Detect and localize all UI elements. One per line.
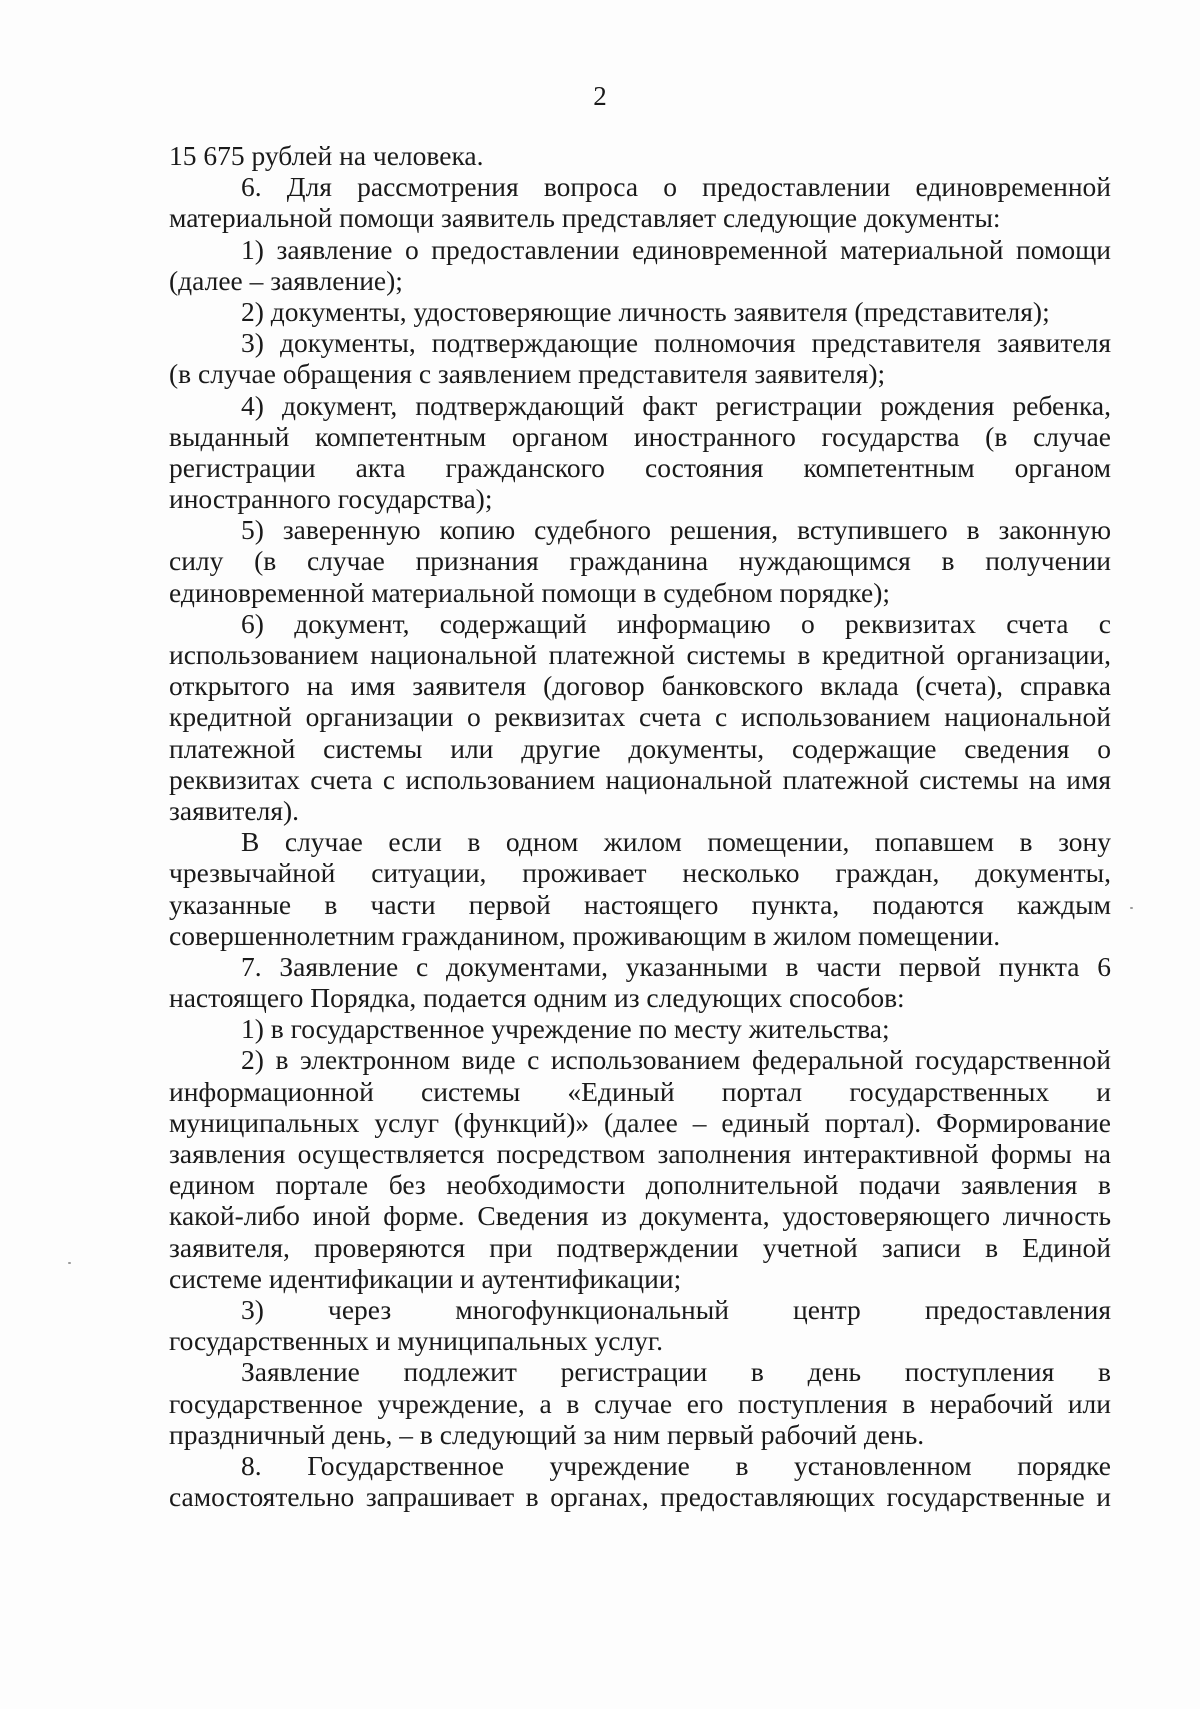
text-line: какой-либо иной форме. Сведения из документа, удостоверяющего личность (169, 1200, 1111, 1232)
text-line: 8. Государственное учреждение в установленном порядке (241, 1449, 1111, 1481)
text-line: платежной системы или другие документы, содержащие сведения о (169, 732, 1111, 764)
text-line: использованием национальной платежной системы в кредитной организации, (169, 639, 1111, 670)
text-line: 3) через многофункциональный центр предоставления (241, 1293, 1111, 1325)
text-line: 1) в государственное учреждение по месту жительства; (241, 1013, 890, 1045)
text-line: 6) документ, содержащий информацию о реквизитах счета с (241, 607, 1111, 639)
text-line: 3) документы, подтверждающие полномочия представителя заявителя (241, 327, 1111, 359)
text-line: системе идентификации и аутентификации; (169, 1262, 682, 1294)
text-line: регистрации акта гражданского состояния компетентным органом (169, 451, 1111, 483)
text-line: 15 675 рублей на человека. (169, 140, 484, 171)
text-line: праздничный день, – в следующий за ним первый рабочий день. (169, 1418, 925, 1450)
document-body (169, 140, 1111, 1512)
text-line: 6. Для рассмотрения вопроса о предоставлении единовременной (241, 171, 1111, 203)
text-line: кредитной организации о реквизитах счета с использованием национальной (169, 701, 1111, 733)
text-line: государственных и муниципальных услуг. (169, 1325, 663, 1357)
text-line: информационной системы «Единый портал государственных и (169, 1075, 1111, 1107)
text-line: 2) в электронном виде с использованием федеральной государственной (241, 1044, 1111, 1076)
scan-speck (68, 1262, 71, 1264)
text-line: Заявление подлежит регистрации в день поступления в (241, 1356, 1111, 1388)
text-line: открытого на имя заявителя (договор банковского вклада (счета), справка (169, 670, 1111, 702)
scan-speck (1130, 907, 1133, 909)
text-line: совершеннолетним гражданином, проживающим в жилом помещении. (169, 919, 1001, 951)
text-line: 7. Заявление с документами, указанными в части первой пункта 6 (241, 950, 1111, 982)
text-line: (далее – заявление); (169, 264, 403, 296)
page-number: 2 (593, 81, 607, 111)
text-line: 1) заявление о предоставлении единовременной материальной помощи (241, 233, 1111, 265)
text-line: самостоятельно запрашивает в органах, предоставляющих государственные и (169, 1481, 1111, 1513)
text-line: реквизитах счета с использованием национальной платежной системы на имя (169, 763, 1111, 795)
text-line: 4) документ, подтверждающий факт регистрации рождения ребенка, (241, 389, 1111, 421)
text-line: заявителя). (169, 794, 300, 826)
text-line: заявления осуществляется посредством заполнения интерактивной формы на (169, 1138, 1111, 1169)
text-line: единовременной материальной помощи в судебном порядке); (169, 576, 891, 608)
text-line: настоящего Порядка, подается одним из следующих способов: (169, 982, 905, 1014)
text-line: едином портале без необходимости дополнительной подачи заявления в (169, 1169, 1111, 1201)
text-line: 5) заверенную копию судебного решения, вступившего в законную (241, 514, 1111, 546)
text-line: В случае если в одном жилом помещении, попавшем в зону (241, 826, 1111, 858)
text-line: выданный компетентным органом иностранного государства (в случае (169, 420, 1111, 452)
text-line: указанные в части первой настоящего пункта, подаются каждым (169, 888, 1111, 920)
text-line: заявителя, проверяются при подтверждении учетной записи в Единой (169, 1231, 1111, 1263)
text-line: чрезвычайной ситуации, проживает несколько граждан, документы, (169, 857, 1111, 889)
text-line: муниципальных услуг (функций)» (далее – единый портал). Формирование (169, 1106, 1111, 1138)
text-line: государственное учреждение, а в случае его поступления в нерабочий или (169, 1387, 1111, 1419)
text-line: материальной помощи заявитель представляет следующие документы: (169, 202, 1001, 234)
text-line: 2) документы, удостоверяющие личность заявителя (представителя); (241, 295, 1050, 327)
text-line: иностранного государства); (169, 483, 493, 515)
text-line: (в случае обращения с заявлением представителя заявителя); (169, 358, 886, 390)
text-line: силу (в случае признания гражданина нуждающимся в получении (169, 545, 1111, 577)
